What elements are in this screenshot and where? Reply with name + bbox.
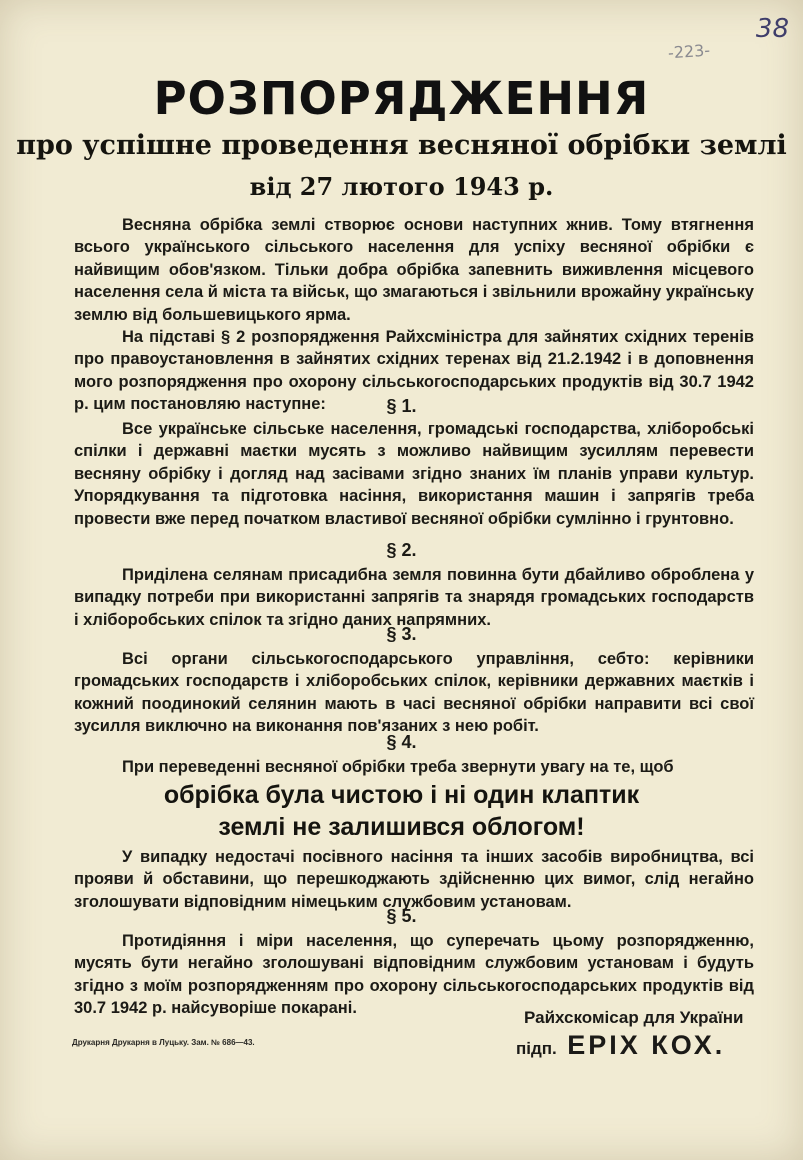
signature-line — [516, 1030, 725, 1061]
document-title: РОЗПОРЯДЖЕННЯ — [153, 72, 650, 125]
emphasis-line-1: обрібка була чистою і ні один клаптик — [163, 781, 640, 809]
section-5-block — [74, 930, 754, 1020]
printer-note: Друкарня Друкарня в Луцьку. Зам. № 686—43. — [72, 1038, 255, 1047]
section-4-text-2: У випадку недостачі посівного насіння та інших засобів виробництва, всі прояви й обставини, що перешкоджають здійсненню цих вимог, слід негайно зголошувати відповідним німецьким службовим установам. — [74, 848, 754, 911]
pencil-mark: -223- — [667, 40, 711, 63]
section-1-text: Все українське сільське населення, громадські господарства, хліборобські спілки і державні маєтки мусять з можливо найвищим зусиллям перевести весняну обрібку і догляд над засівами згідно знаних їм планів управи культур. Упорядкування та підготовка насіння, використання машин і запрягів треба провести вже перед початком властивої весняної обрібки сумлінно і грунтовно. — [74, 420, 754, 528]
document-subtitle: про успішне проведення весняної обрібки землі — [16, 130, 787, 161]
section-4-mark: § 4. — [386, 732, 417, 752]
section-4-block — [74, 756, 754, 778]
section-2-mark: § 2. — [386, 540, 417, 560]
section-4-text: При переведенні весняної обрібки треба звернути увагу на те, щоб — [122, 758, 674, 776]
intro-block — [74, 214, 754, 416]
section-3-mark: § 3. — [386, 624, 417, 644]
document-date: від 27 лютого 1943 р. — [249, 172, 554, 201]
signature-abbreviation: підп. — [516, 1039, 557, 1058]
section-4-block-2 — [74, 846, 754, 913]
signature-title: Райхскомісар для України — [524, 1008, 744, 1027]
signature-name: ЕРІХ КОХ. — [567, 1030, 726, 1060]
section-5-mark: § 5. — [386, 906, 417, 926]
section-1-block — [74, 418, 754, 530]
section-3-text: Всі органи сільськогосподарського управління, себто: керівники громадських господарств і хліборобських спілок, керівники державних маєтків і кожний поодинокий селянин мають в часі весняної обрібки направити всі свої зусилля виключно на виконання пов'язаних з нею робіт. — [74, 650, 754, 736]
paragraph-1: Весняна обрібка землі створює основи наступних жнив. Тому втягнення всього українського сільського населення для успіху весняної обрібки є найвищим обов'язком. Тільки добра обрібка запевнить виживлення місцевого населення села й міста та військ, що змагаються і звільнили врожайну українську землю від большевицького ярма. — [74, 216, 754, 324]
section-1-mark: § 1. — [386, 396, 417, 416]
archive-number: 38 — [755, 14, 789, 44]
section-2-text: Приділена селянам присадибна земля повинна бути дбайливо оброблена у випадку потреби при використанні запрягів та знарядя громадських господарств і хліборобських спілок та згідно даних напрямних. — [74, 566, 754, 629]
section-2-block — [74, 564, 754, 631]
section-3-block — [74, 648, 754, 738]
paragraph-2: На підставі § 2 розпорядження Райхсміністра для зайнятих східних теренів про правоустановлення в зайнятих східних теренах від 21.2.1942 і в доповнення мого розпорядження про охорону сільськогосподарських продуктів від 30.7 1942 р. цим постановляю наступне: — [74, 328, 754, 414]
emphasis-line-2: землі не залишився облогом! — [218, 813, 585, 841]
section-5-text: Протидіяння і міри населення, що суперечать цьому розпорядженню, мусять бути негайно зголошувані відповідним службовим установам і будуть згідно з моїм розпорядженням про охорону сільськогосподарських продуктів від 30.7 1942 р. найсуворіше покарані. — [74, 932, 754, 1018]
